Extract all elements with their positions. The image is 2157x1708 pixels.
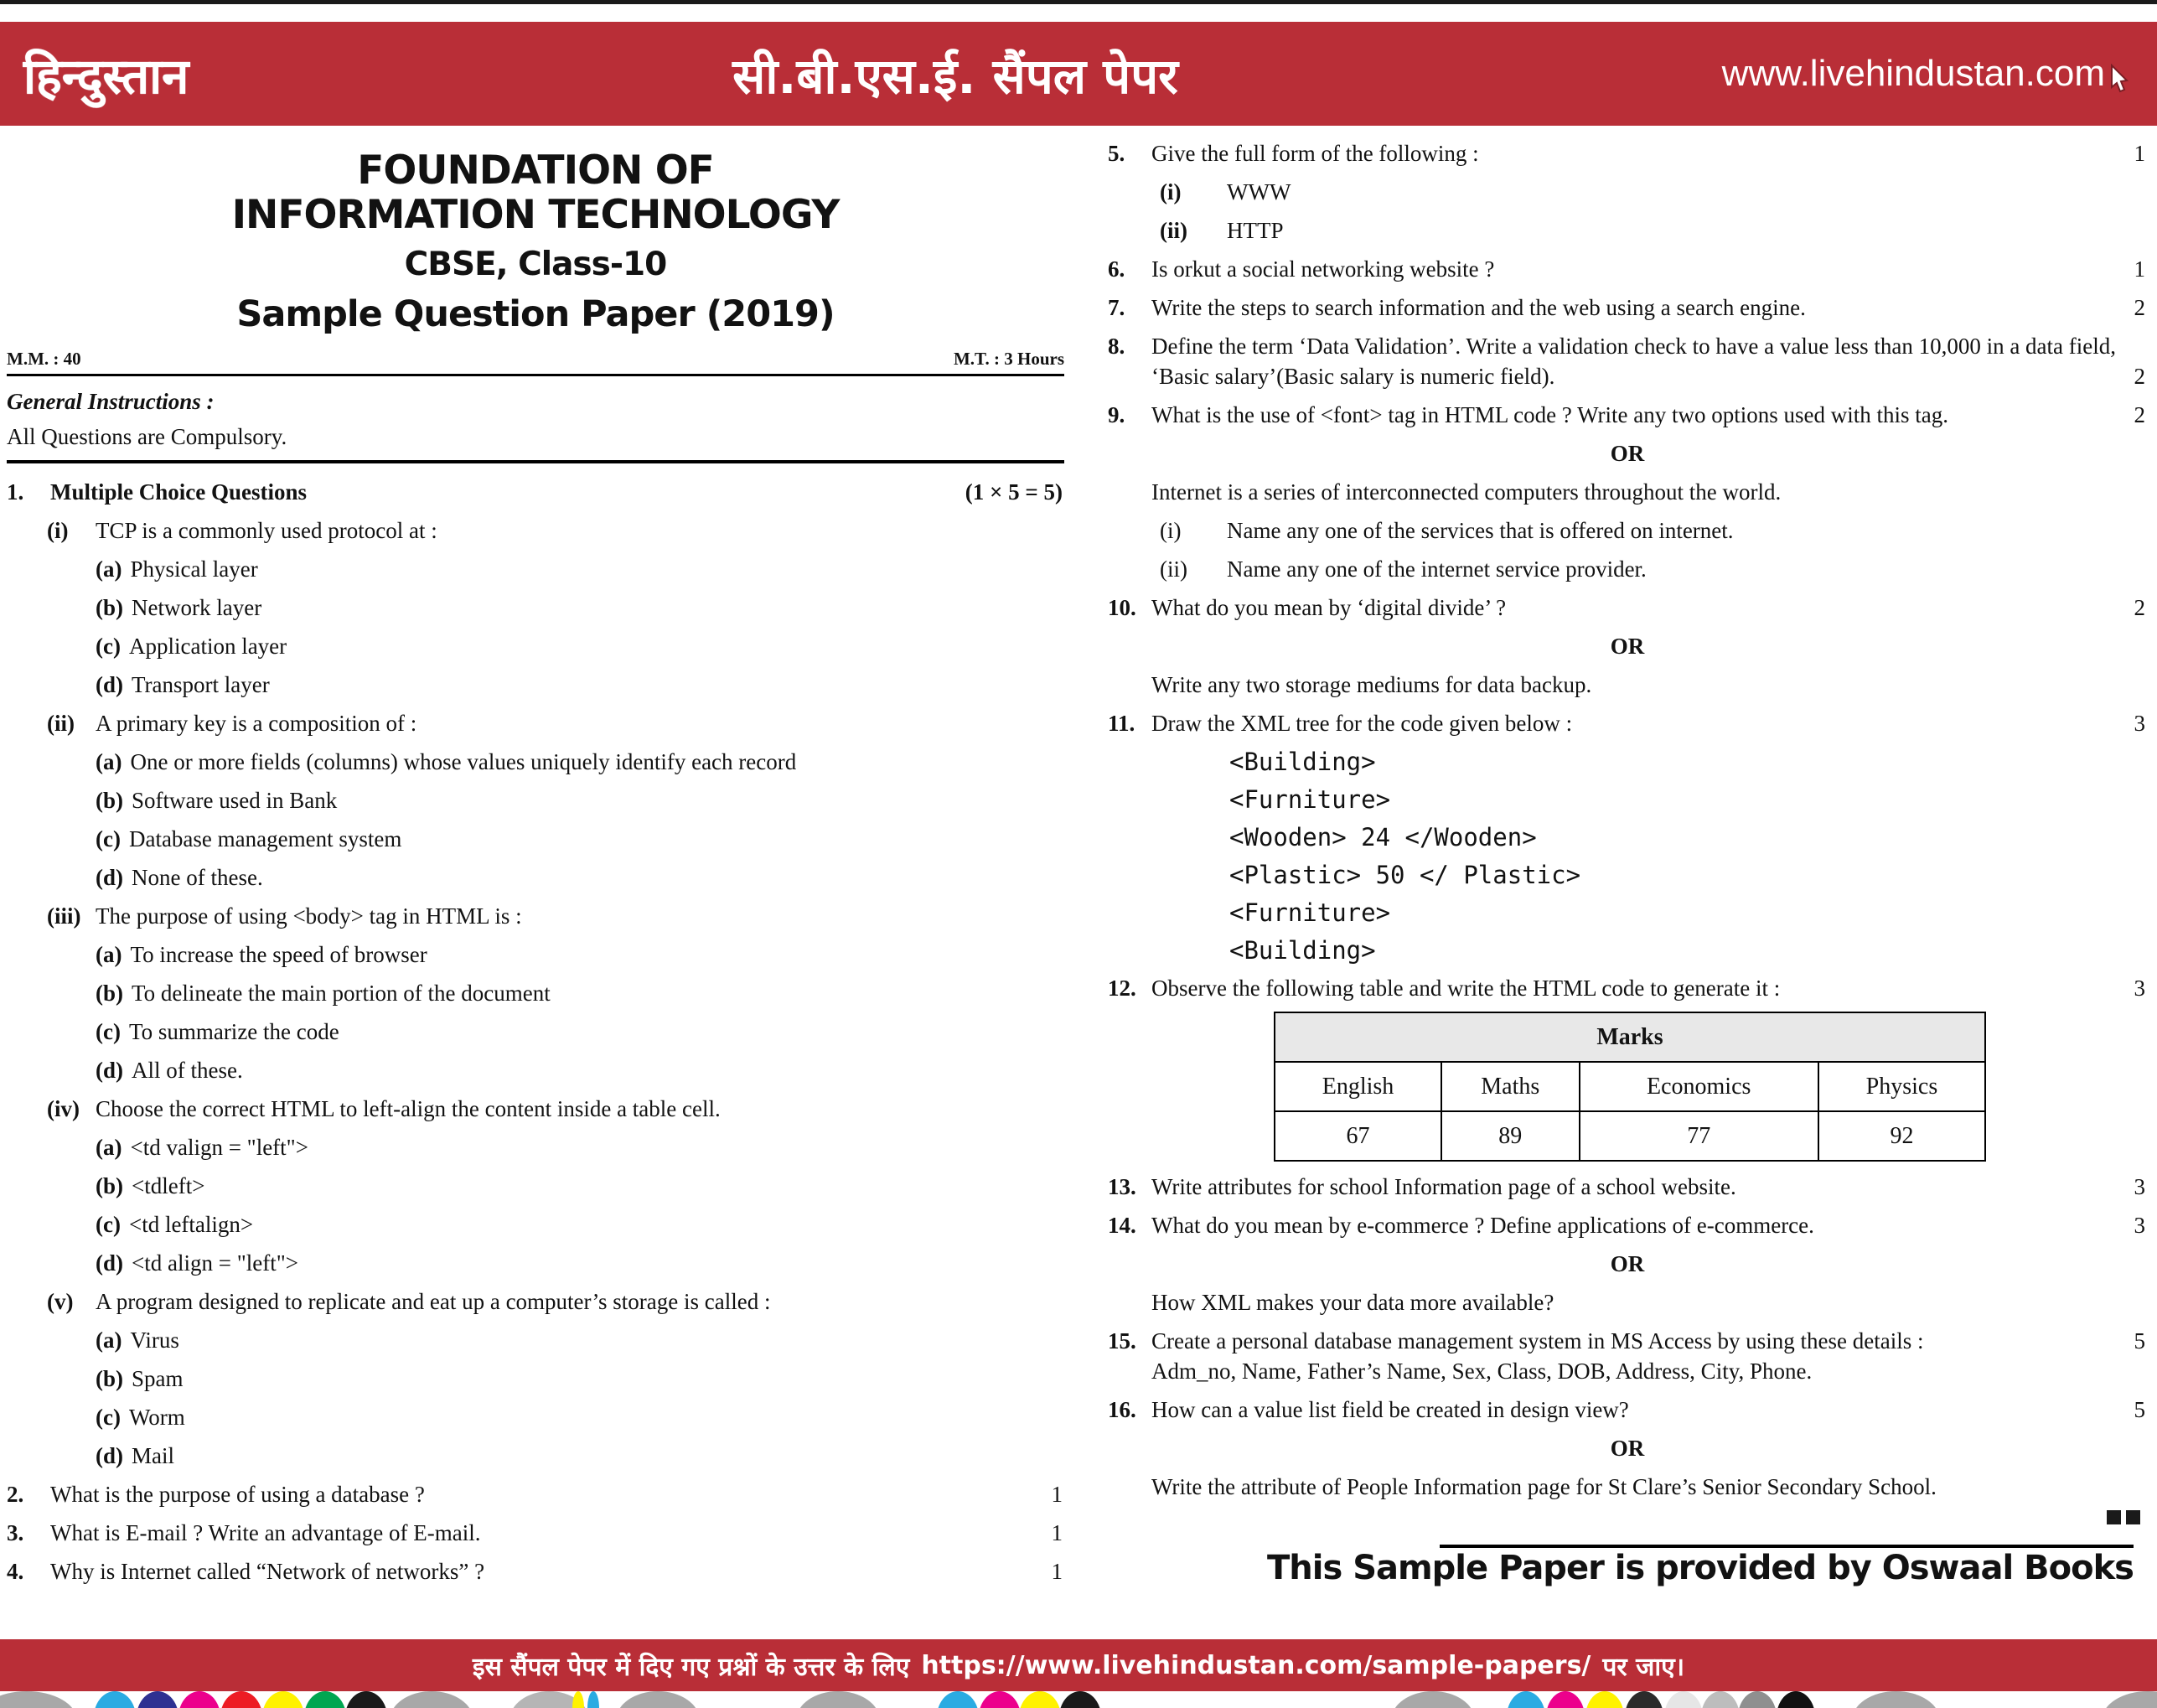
question-row — [7, 1518, 1064, 1548]
mcq-option — [96, 554, 1064, 584]
footer-text-suffix: पर जाए। — [1602, 1652, 1685, 1682]
question-text: What is the purpose of using a database ? — [50, 1482, 425, 1507]
option-text: Virus — [130, 1328, 179, 1353]
option-label: (a) — [96, 749, 122, 774]
question-marks: 1 — [2134, 141, 2145, 166]
question-1-header — [7, 477, 1064, 507]
option-text: To delineate the main portion of the document — [132, 981, 551, 1006]
print-mark-dot — [220, 1691, 262, 1708]
question-row — [1108, 400, 2147, 430]
option-text: <td align = "left"> — [132, 1250, 298, 1276]
question-row — [1108, 1210, 2147, 1240]
question-marks: 1 — [1051, 1559, 1063, 1584]
question-text: What do you mean by e-commerce ? Define applications of e-commerce. — [1151, 1213, 1814, 1238]
code-line: <Furniture> — [1229, 898, 1391, 927]
footer-url[interactable]: https://www.livehindustan.com/sample-papers/ — [921, 1650, 1591, 1680]
print-mark-dot — [1585, 1691, 1624, 1708]
question-marks: 3 — [2134, 976, 2145, 1001]
masthead-url[interactable] — [1722, 53, 2134, 95]
question-text: What do you mean by ‘digital divide’ ? — [1151, 595, 1507, 620]
option-label: (c) — [96, 634, 121, 659]
code-line: <Building> — [1229, 936, 1376, 965]
question-number: 5. — [1108, 141, 1125, 166]
option-label: (b) — [96, 595, 123, 620]
question-marks: 1 — [1051, 1482, 1063, 1507]
mcq-label: (i) — [47, 518, 69, 543]
paper-title-line2: INFORMATION TECHNOLOGY — [231, 192, 840, 238]
print-mark-dot — [390, 1691, 473, 1708]
marks-time-row — [7, 348, 1064, 370]
mcq-item — [47, 708, 1064, 738]
print-mark-dot — [137, 1691, 178, 1708]
sub-item — [1160, 554, 2147, 584]
sub-text: WWW — [1227, 179, 1291, 204]
mcq-option — [96, 1441, 1064, 1471]
option-label: (d) — [96, 1250, 123, 1276]
mcq-option — [96, 785, 1064, 815]
option-text: <tdleft> — [132, 1173, 205, 1198]
xml-code-block — [1229, 747, 2147, 965]
mcq-text: A program designed to replicate and eat up a computer’s storage is called : — [96, 1289, 771, 1314]
question-text-line1: Create a personal database management system in MS Access by using these details : — [1151, 1328, 1924, 1353]
option-text: <td leftalign> — [128, 1212, 254, 1237]
mcq-option — [96, 1132, 1064, 1162]
print-mark-dot — [262, 1691, 304, 1708]
option-text: Database management system — [128, 826, 402, 851]
question-number: 4. — [7, 1559, 24, 1584]
option-label: (d) — [96, 672, 123, 697]
question-text: Write attributes for school Information page of a school website. — [1151, 1174, 1736, 1199]
option-label: (b) — [96, 1173, 123, 1198]
code-line: <Building> — [1229, 748, 1376, 776]
code-line: <Plastic> 50 </ Plastic> — [1229, 861, 1581, 889]
or-separator: OR — [1610, 634, 1645, 659]
general-instructions-heading: General Instructions : — [7, 389, 215, 414]
question-marks: 5 — [2134, 1328, 2145, 1353]
marks-table-value: 67 — [1275, 1111, 1441, 1161]
option-label: (a) — [96, 1328, 122, 1353]
question-text: How can a value list field be created in design view? — [1151, 1397, 1629, 1422]
option-label: (d) — [96, 1443, 123, 1468]
print-mark-dot — [796, 1691, 880, 1708]
mcq-option — [96, 978, 1064, 1008]
paper-subtitle-class: CBSE, Class-10 — [404, 246, 667, 283]
option-text: To increase the speed of browser — [130, 942, 427, 967]
marks-table-header: English — [1275, 1062, 1441, 1111]
question-row — [1108, 973, 2147, 1003]
question-marks: 3 — [2134, 711, 2145, 736]
question-number: 16. — [1108, 1397, 1136, 1422]
mcq-option — [96, 1171, 1064, 1201]
option-text: None of these. — [132, 865, 263, 890]
print-mark-dot — [1664, 1691, 1703, 1708]
print-mark-dot — [1391, 1691, 1475, 1708]
mcq-option — [96, 1325, 1064, 1355]
option-text: One or more fields (columns) whose values uniquely identify each record — [130, 749, 797, 774]
or-alternative-text: Internet is a series of interconnected computers throughout the world. — [1151, 479, 1782, 505]
question-row — [1108, 292, 2147, 323]
or-alternative-text: How XML makes your data more available? — [1151, 1290, 1554, 1315]
marks-table-title: Marks — [1275, 1012, 1985, 1062]
print-mark-dot — [1738, 1691, 1777, 1708]
marks-table-header: Maths — [1441, 1062, 1579, 1111]
mcq-option — [96, 747, 1064, 777]
question-marks: 5 — [2134, 1397, 2145, 1422]
marks-table-header: Physics — [1818, 1062, 1985, 1111]
left-column — [7, 138, 1064, 1595]
sub-label: (i) — [1160, 179, 1182, 204]
print-mark-dot — [345, 1691, 387, 1708]
question-text: Define the term ‘Data Validation’. Write a validation check to have a value less than 10,000 in a data field, ‘Basic salary’(Basic salary is numeric field). — [1151, 334, 2117, 389]
print-mark-dot — [1019, 1691, 1061, 1708]
question-number: 7. — [1108, 295, 1125, 320]
print-mark-dot — [1701, 1691, 1740, 1708]
footer-text-prefix: इस सैंपल पेपर में दिए गए प्रश्नों के उत्तर के लिए — [472, 1652, 910, 1682]
print-mark-dot — [1546, 1691, 1585, 1708]
question-number: 10. — [1108, 595, 1136, 620]
print-mark-dot — [979, 1691, 1021, 1708]
print-mark-dot — [1507, 1691, 1545, 1708]
question-text: Observe the following table and write the HTML code to generate it : — [1151, 976, 1781, 1001]
sub-label: (ii) — [1160, 218, 1187, 243]
credit-text: This Sample Paper is provided by Oswaal Books — [1266, 1549, 2134, 1587]
marks-table-value: 92 — [1818, 1111, 1985, 1161]
question-marks: 3 — [2134, 1213, 2145, 1238]
print-mark-dot — [587, 1691, 599, 1708]
mcq-option — [96, 862, 1064, 893]
option-label: (a) — [96, 1135, 122, 1160]
mcq-label: (ii) — [47, 711, 75, 736]
option-text: Mail — [132, 1443, 174, 1468]
option-label: (d) — [96, 1058, 123, 1083]
question-marks: 2 — [2134, 402, 2145, 427]
option-text: Transport layer — [132, 672, 270, 697]
max-time: M.T. : 3 Hours — [953, 349, 1064, 369]
print-mark-dot — [1777, 1691, 1815, 1708]
question-row — [1108, 254, 2147, 284]
question-marks: 2 — [2134, 364, 2145, 389]
option-label: (a) — [96, 942, 122, 967]
print-mark-dot — [937, 1691, 979, 1708]
option-label: (c) — [96, 826, 121, 851]
option-text: Worm — [128, 1405, 185, 1430]
print-mark-dot — [0, 1691, 77, 1708]
option-label: (b) — [96, 788, 123, 813]
question-number: 8. — [1108, 334, 1125, 359]
option-text: Physical layer — [130, 556, 258, 582]
question-number: 14. — [1108, 1213, 1136, 1238]
option-text: Network layer — [132, 595, 262, 620]
option-text: Application layer — [128, 634, 287, 659]
mcq-label: (iv) — [47, 1096, 80, 1121]
option-text: <td valign = "left"> — [130, 1135, 308, 1160]
sub-item — [1160, 215, 2147, 246]
question-marks: 2 — [2134, 295, 2145, 320]
mcq-text: A primary key is a composition of : — [96, 711, 417, 736]
end-of-paper-mark — [1108, 1510, 2140, 1524]
question-row — [1108, 1172, 2147, 1202]
question-text: What is E-mail ? Write an advantage of E-mail. — [50, 1520, 481, 1545]
question-marks: 3 — [2134, 1174, 2145, 1199]
or-separator: OR — [1610, 1436, 1645, 1461]
question-row — [1108, 708, 2147, 738]
or-separator: OR — [1610, 441, 1645, 466]
question-number: 9. — [1108, 402, 1125, 427]
question-row — [1108, 1395, 2147, 1425]
or-alternative-text: Write any two storage mediums for data backup. — [1151, 672, 1592, 697]
sub-item — [1160, 177, 2147, 207]
question-row — [1108, 138, 2147, 168]
print-mark-dot — [304, 1691, 346, 1708]
mcq-option — [96, 670, 1064, 700]
max-marks: M.M. : 40 — [7, 349, 81, 369]
sub-text: Name any one of the services that is offered on internet. — [1227, 518, 1734, 543]
question-marks: 1 — [1051, 1520, 1063, 1545]
option-label: (d) — [96, 865, 123, 890]
paper-title — [7, 148, 1064, 336]
right-column — [1108, 138, 2147, 1587]
marks-table-header: Economics — [1580, 1062, 1818, 1111]
or-alternative-text: Write the attribute of People Information page for St Clare’s Senior Secondary School. — [1151, 1474, 1937, 1499]
option-text: Spam — [132, 1366, 184, 1391]
option-label: (c) — [96, 1212, 121, 1237]
print-mark-dot — [1625, 1691, 1663, 1708]
mcq-item — [47, 901, 1064, 931]
print-mark-dot — [1852, 1691, 1940, 1708]
masthead-url-text[interactable]: www.livehindustan.com — [1721, 53, 2105, 94]
marks-table-value: 77 — [1580, 1111, 1818, 1161]
mcq-label: (iii) — [47, 903, 81, 929]
paper-subtitle-year: Sample Question Paper (2019) — [236, 293, 835, 335]
question-marks: 1 — [2134, 256, 2145, 282]
option-text: To summarize the code — [128, 1019, 339, 1044]
question-text-line2: Adm_no, Name, Father’s Name, Sex, Class, DOB, Address, City, Phone. — [1151, 1359, 1813, 1384]
mcq-option — [96, 1055, 1064, 1085]
marks-table-value: 89 — [1441, 1111, 1579, 1161]
option-label: (c) — [96, 1405, 121, 1430]
general-instructions-text: All Questions are Compulsory. — [7, 424, 287, 449]
question-text — [1151, 1326, 2147, 1386]
or-separator: OR — [1610, 1251, 1645, 1276]
sub-label: (i) — [1160, 518, 1182, 543]
option-label: (b) — [96, 1366, 123, 1391]
print-mark-dot — [572, 1691, 584, 1708]
sub-item — [1160, 515, 2147, 546]
mcq-option — [96, 939, 1064, 970]
question-row — [1108, 1326, 2147, 1386]
question-number: 6. — [1108, 256, 1125, 282]
question-row — [1108, 593, 2147, 623]
question-number: 2. — [7, 1482, 24, 1507]
mcq-option — [96, 1017, 1064, 1047]
question-text: Write the steps to search information and the web using a search engine. — [1151, 295, 1806, 320]
divider — [7, 460, 1064, 463]
question-text: Is orkut a social networking website ? — [1151, 256, 1495, 282]
sub-text: Name any one of the internet service provider. — [1227, 556, 1647, 582]
masthead-title: सी.बी.एस.ई. सैंपल पेपर — [732, 47, 1178, 105]
mcq-option — [96, 1209, 1064, 1240]
mcq-option — [96, 593, 1064, 623]
credit-divider — [1440, 1545, 2134, 1548]
question-number: 13. — [1108, 1174, 1136, 1199]
option-text: All of these. — [132, 1058, 243, 1083]
question-text: What is the use of <font> tag in HTML code ? Write any two options used with this tag. — [1151, 402, 1948, 427]
sub-label: (ii) — [1160, 556, 1187, 582]
mcq-option — [96, 631, 1064, 661]
print-mark-dot — [178, 1691, 220, 1708]
question-number: 11. — [1108, 711, 1135, 736]
question-marks: 2 — [2134, 595, 2145, 620]
code-line: <Furniture> — [1229, 785, 1391, 814]
hand-cursor-icon — [2100, 64, 2134, 110]
mcq-item — [47, 1094, 1064, 1124]
option-label: (c) — [96, 1019, 121, 1044]
sub-text: HTTP — [1227, 218, 1284, 243]
code-line: <Wooden> 24 </Wooden> — [1229, 823, 1537, 851]
footer-banner — [0, 1639, 2157, 1691]
option-label: (b) — [96, 981, 123, 1006]
top-border-line — [0, 0, 2157, 4]
mcq-label: (v) — [47, 1289, 74, 1314]
question-row — [1108, 331, 2147, 391]
print-registration-marks — [0, 1691, 2157, 1708]
question-number: 15. — [1108, 1328, 1136, 1353]
print-mark-dot — [94, 1691, 136, 1708]
question-row — [7, 1556, 1064, 1586]
question-text: Why is Internet called “Network of networks” ? — [50, 1559, 485, 1584]
question-text: Multiple Choice Questions — [50, 479, 308, 505]
question-text: Give the full form of the following : — [1151, 141, 1479, 166]
paper-title-line1: FOUNDATION OF — [357, 148, 714, 194]
question-number: 3. — [7, 1520, 24, 1545]
mcq-item — [47, 1286, 1064, 1317]
mcq-item — [47, 515, 1064, 546]
mcq-option — [96, 1248, 1064, 1278]
question-text: Draw the XML tree for the code given below : — [1151, 711, 1573, 736]
question-row — [7, 1479, 1064, 1509]
mcq-text: TCP is a commonly used protocol at : — [96, 518, 437, 543]
question-marks: (1 × 5 = 5) — [965, 479, 1063, 505]
option-label: (a) — [96, 556, 122, 582]
marks-table — [1274, 1012, 1986, 1162]
mcq-text: Choose the correct HTML to left-align the content inside a table cell. — [96, 1096, 721, 1121]
mcq-option — [96, 1402, 1064, 1432]
print-mark-dot — [1059, 1691, 1101, 1708]
mcq-option — [96, 824, 1064, 854]
print-mark-dot — [616, 1691, 700, 1708]
question-number: 1. — [7, 479, 24, 505]
masthead — [0, 22, 2157, 126]
mcq-option — [96, 1364, 1064, 1394]
question-number: 12. — [1108, 976, 1136, 1001]
print-mark-dot — [2102, 1691, 2157, 1708]
divider — [7, 374, 1064, 376]
option-text: Software used in Bank — [132, 788, 338, 813]
mcq-text: The purpose of using <body> tag in HTML is : — [96, 903, 522, 929]
hindustan-logo: हिन्दुस्तान — [23, 47, 189, 105]
